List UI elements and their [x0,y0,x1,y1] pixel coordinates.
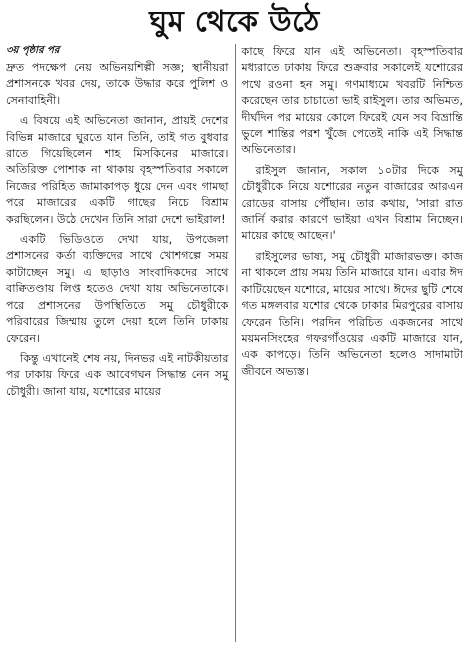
paragraph: কাছে ফিরে যান এই অভিনেতা। বৃহস্পতিবার মধ্যরাতে ঢাকায় ফিরে শুক্রবার সকালেই যশোরের পথে রওনা হন সমু। গণমাধ্যমে খবরটি নিশ্চিত করেছেন তার চাচাতো ভাই রাইসুল। তার অভিমত, দীর্ঘদিন পর মায়ের কোলে ফিরেই যেন সব বিভ্রান্তি ভুলে শান্তির পরশ খুঁজে পেতেই নাকি এই সিদ্ধান্ত অভিনেতার। [241,45,463,157]
paragraph: এ বিষয়ে এই অভিনেতা জানান, প্রায়ই দেশের বিভিন্ন মাজারে ঘুরতে যান তিনি, তাই গত বুধবার রাতে গিয়েছিলেন শাহ মিসকিনের মাজারে। অতিরিক্ত পোশাক না থাকায় বৃহস্পতিবার সকালে নিজের পরিহিত জামাকাপড় ধুয়ে দেন এবং গামছা পরে মাজারের একটি গাছের নিচে বিশ্রাম করছিলেন। উঠে দেখেন তিনি সারা দেশে ভাইরাল! [6,114,229,226]
right-column [235,44,464,642]
continued-label: ৩য় পৃষ্ঠার পর [6,45,60,56]
paragraph: রাইসুল জানান, সকাল ১০টার দিকে সমু চৌধুরীকে নিয়ে যশোরের নতুন বাজারের আরএন রোডের বাসায় পৌঁছান। তার কথায়, 'সারা রাত জার্নি করার কারণে ভাইয়া এখন বিশ্রাম নিচ্ছেন। মায়ের কাছে আছেন।' [241,163,463,243]
headline: ঘুম থেকে উঠে [149,4,320,38]
paragraph: একটি ভিডিওতে দেখা যায়, উপজেলা প্রশাসনের কর্তা ব্যক্তিদের সাথে খোশগল্পে সময় কাটাচ্ছেন সমু। এ ছাড়াও সাংবাদিকদের সাথে বাক্বিতণ্ডায় লিপ্ত হতেও দেখা যায় অভিনেতাকে। পরে প্রশাসনের উপস্থিতিতে সমু চৌধুরীকে পরিবারের জিম্মায় তুলে দেয়া হলে তিনি ঢাকায় ফেরেন। [6,233,229,345]
article-body [6,44,463,642]
paragraph: দ্রুত পদক্ষেপ নেয় অভিনয়শিল্পী সজ্ঞ; স্থানীয়রা প্রশাসনকে খবর দেয়, তাকে উদ্ধার করে পুলিশ ও সেনাবাহিনী। [6,61,229,107]
left-column [6,44,235,642]
paragraph: রাইসুলের ভাষ্য, সমু চৌধুরী মাজারভক্ত। কাজ না থাকলে প্রায় সময় তিনি মাজারে যান। এবার ঈদ কাটিয়েছেন যশোরে, মায়ের সাথে। ঈদের ছুটি শেষে গত মঙ্গলবার যশোর থেকে ঢাকার মিরপুরের বাসায় ফেরেন তিনি। পরদিন পরিচিত একজনের সাথে ময়মনসিংহের গফরগাঁওয়ের একটি মাজারে যান, এক কাপড়ে। তিনি অভিনেতা হলেও সাদামাটা জীবনে অভ্যস্ত। [241,249,463,378]
paragraph: কিন্তু এখানেই শেষ নয়, দিনভর এই নাটকীয়তার পর ঢাকায় ফিরে এক আবেগঘন সিদ্ধান্ত নেন সমু চৌধুরী। জানা যায়, যশোরের মায়ের [6,351,229,398]
